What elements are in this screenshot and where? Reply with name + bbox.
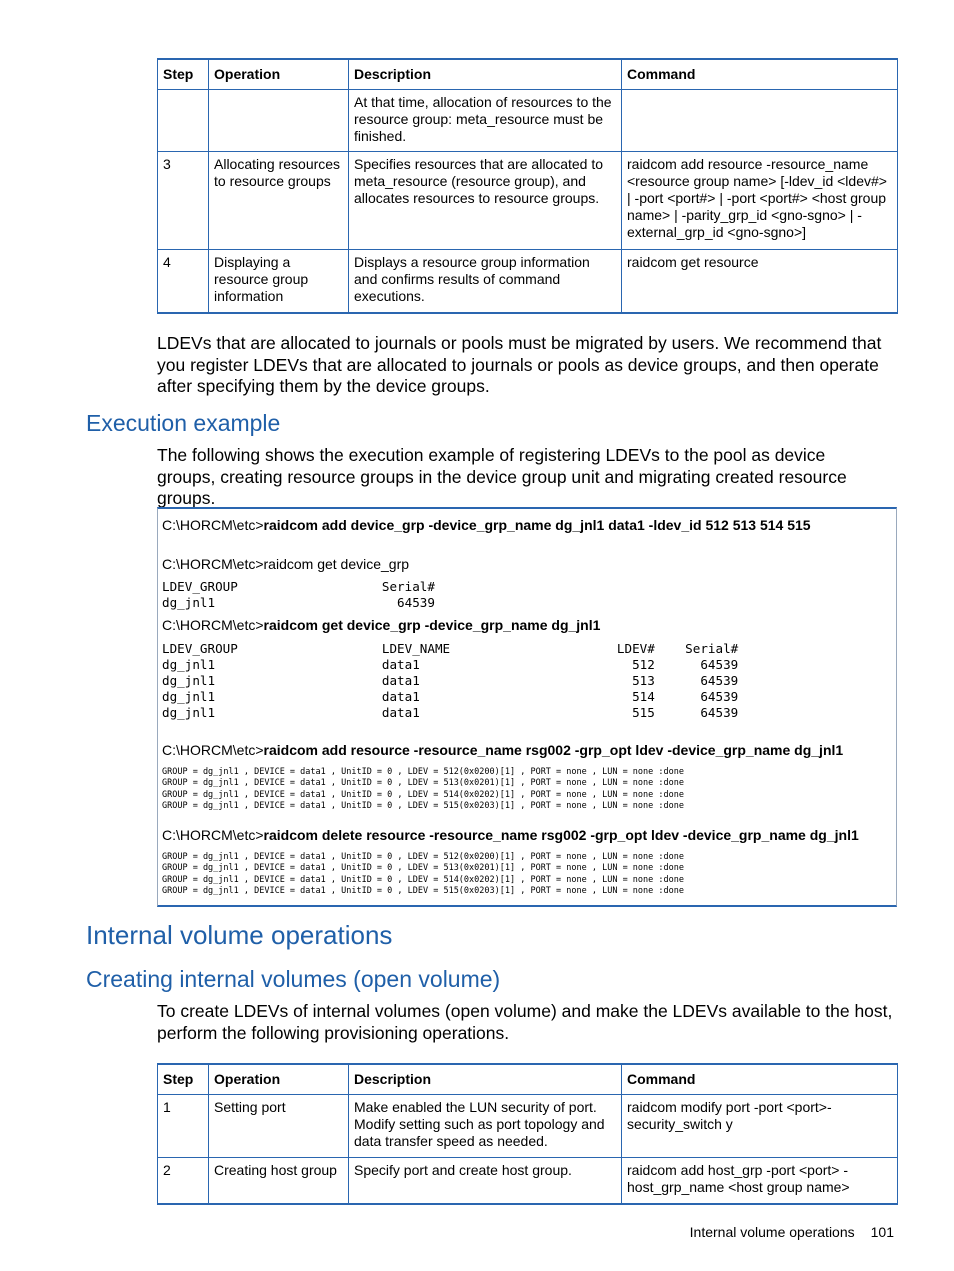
command-line-5 (162, 827, 859, 844)
command-line-2 (162, 556, 409, 573)
code-example-box (157, 507, 897, 907)
header-description: Description (349, 1064, 622, 1095)
header-operation: Operation (209, 59, 349, 90)
prompt: C:\HORCM\etc> (162, 827, 264, 843)
header-command: Command (622, 1064, 898, 1095)
cell-command: raidcom add host_grp -port <port> -host_grp_name <host group name> (622, 1158, 898, 1204)
command-output-3: LDEV_GROUP LDEV_NAME LDEV# Serial# dg_jnl1 data1 512 64539 dg_jnl1 data1 513 64539 dg_jnl1 data1 514 64539 dg_jnl1 data1 515 64539 (162, 641, 739, 720)
cell-description: At that time, allocation of resources to the resource group: meta_resource must be finished. (349, 90, 622, 152)
table-row (158, 1095, 898, 1158)
command-text: raidcom get device_grp (263, 556, 410, 572)
header-command: Command (622, 59, 898, 90)
cell-operation: Allocating resources to resource groups (209, 152, 349, 250)
cell-operation (209, 90, 349, 152)
page-number: 101 (870, 1224, 894, 1240)
table-row (158, 1158, 898, 1204)
cell-step: 3 (158, 152, 209, 250)
section-heading: Internal volume operations (86, 920, 393, 950)
internal-volume-intro: To create LDEVs of internal volumes (open volume) and make the LDEVs available to the host, perform the following provisioning operations. (157, 1001, 893, 1043)
cell-command: raidcom modify port -port <port>-security_switch y (622, 1095, 898, 1158)
steps-table-2 (157, 1063, 898, 1205)
cell-step: 4 (158, 250, 209, 313)
command-text: raidcom delete resource -resource_name rsg002 -grp_opt ldev -device_grp_name dg_jnl1 (263, 827, 859, 843)
cell-command: raidcom add resource -resource_name <resource group name> [-ldev_id <ldev#> | -port <port#> | -port <port#> <host group name> | -parity_grp_id <gno-sgno> | -external_grp_id <gno-sgno>] (622, 152, 898, 250)
command-line-1 (162, 517, 811, 534)
command-text: raidcom add device_grp -device_grp_name dg_jnl1 data1 -ldev_id 512 513 514 515 (263, 517, 811, 533)
footer-section: Internal volume operations (689, 1224, 855, 1240)
header-step: Step (158, 1064, 209, 1095)
execution-example-heading: Execution example (86, 410, 281, 436)
prompt: C:\HORCM\etc> (162, 556, 264, 572)
subsection-heading: Creating internal volumes (open volume) (86, 966, 501, 992)
command-output-2: LDEV_GROUP Serial# dg_jnl1 64539 (162, 579, 435, 610)
header-description: Description (349, 59, 622, 90)
command-line-3 (162, 617, 600, 634)
cell-operation: Displaying a resource group information (209, 250, 349, 313)
prompt: C:\HORCM\etc> (162, 617, 264, 633)
cell-description: Specifies resources that are allocated to meta_resource (resource group), and allocates resources to resource groups. (349, 152, 622, 250)
cell-description: Displays a resource group information and confirms results of command executions. (349, 250, 622, 313)
cell-description: Make enabled the LUN security of port. Modify setting such as port topology and data transfer speed as needed. (349, 1095, 622, 1158)
cell-operation: Creating host group (209, 1158, 349, 1204)
cell-command: raidcom get resource (622, 250, 898, 313)
ldev-paragraph: LDEVs that are allocated to journals or pools must be migrated by users. We recommend that you register LDEVs that are allocated to journals or pools as device groups, and then operate after specifying them by the device groups. (157, 333, 882, 396)
header-step: Step (158, 59, 209, 90)
table-row (158, 250, 898, 313)
cell-description: Specify port and create host group. (349, 1158, 622, 1204)
execution-example-intro: The following shows the execution example of registering LDEVs to the pool as device groups, creating resource groups in the device group unit and migrating created resource groups. (157, 445, 847, 508)
table-row (158, 90, 898, 152)
cell-operation: Setting port (209, 1095, 349, 1158)
table-header-row (158, 59, 898, 90)
table-row (158, 152, 898, 250)
prompt: C:\HORCM\etc> (162, 742, 264, 758)
command-output-5: GROUP = dg_jnl1 , DEVICE = data1 , UnitID = 0 , LDEV = 512(0x0200)[1] , PORT = none , LUN = none :done GROUP = dg_jnl1 , DEVICE = data1 , UnitID = 0 , LDEV = 513(0x0201)[1] , PORT = none , LUN = none :done GROUP = dg_jnl1 , DEVICE = data1 , UnitID = 0 , LDEV = 514(0x0202)[1] , PORT = none , LUN = none :done GROUP = dg_jnl1 , DEVICE = data1 , UnitID = 0 , LDEV = 515(0x0203)[1] , PORT = none , LUN = none :done (162, 852, 684, 897)
command-line-4 (162, 742, 843, 759)
table-header-row (158, 1064, 898, 1095)
command-text: raidcom add resource -resource_name rsg002 -grp_opt ldev -device_grp_name dg_jnl1 (263, 742, 844, 758)
prompt: C:\HORCM\etc> (162, 517, 264, 533)
command-output-4: GROUP = dg_jnl1 , DEVICE = data1 , UnitID = 0 , LDEV = 512(0x0200)[1] , PORT = none , LUN = none :done GROUP = dg_jnl1 , DEVICE = data1 , UnitID = 0 , LDEV = 513(0x0201)[1] , PORT = none , LUN = none :done GROUP = dg_jnl1 , DEVICE = data1 , UnitID = 0 , LDEV = 514(0x0202)[1] , PORT = none , LUN = none :done GROUP = dg_jnl1 , DEVICE = data1 , UnitID = 0 , LDEV = 515(0x0203)[1] , PORT = none , LUN = none :done (162, 767, 684, 812)
cell-command (622, 90, 898, 152)
cell-step: 1 (158, 1095, 209, 1158)
cell-step: 2 (158, 1158, 209, 1204)
header-operation: Operation (209, 1064, 349, 1095)
steps-table-1 (157, 58, 898, 314)
command-text: raidcom get device_grp -device_grp_name dg_jnl1 (263, 617, 601, 633)
cell-step (158, 90, 209, 152)
page-footer (690, 1224, 894, 1240)
